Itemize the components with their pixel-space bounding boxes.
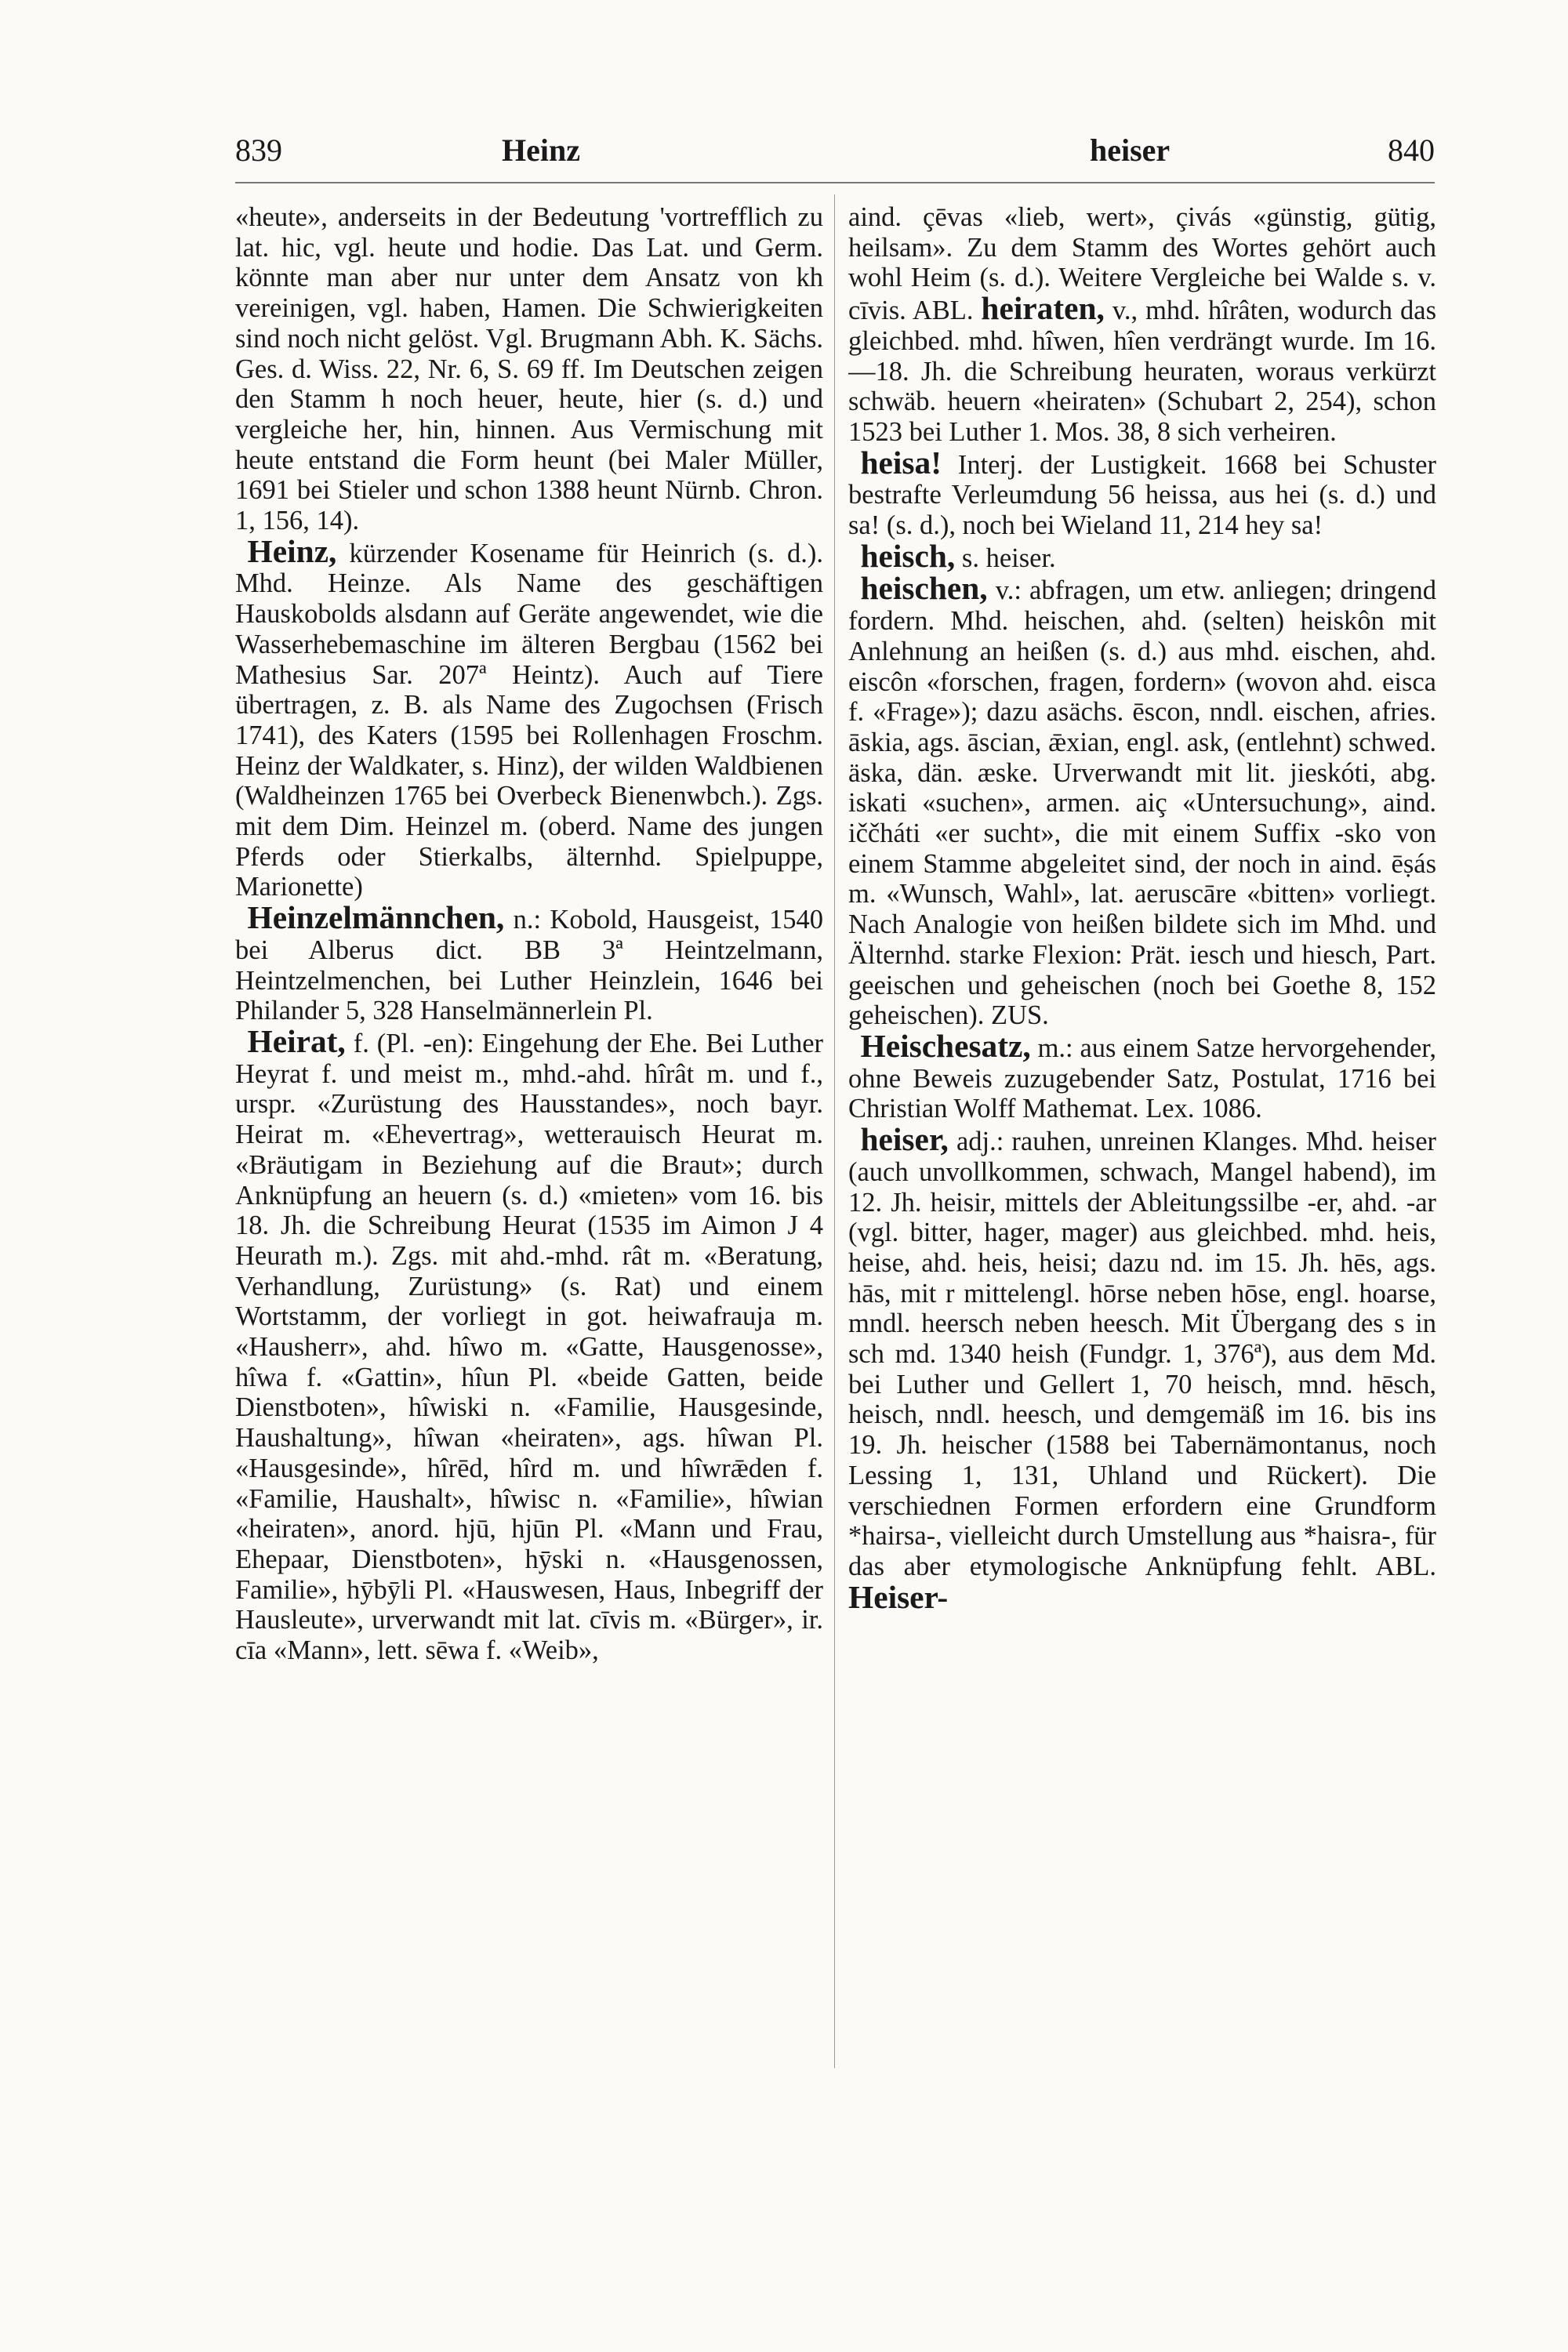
entry-text: Interj. der Lustigkeit. 1668 bei Schuster bestrafte Verleumdung 56 heissa, aus hei (s. d.) und sa! (s. d.), noch bei Wieland 11, 214 hey sa!: [848, 449, 1436, 541]
entry-text: s. heiser.: [955, 543, 1056, 573]
page-number-right: 840: [1388, 132, 1435, 168]
entry-heisa: [848, 444, 1436, 541]
running-header: [235, 132, 1435, 187]
entry-headword: Heischesatz,: [860, 1027, 1031, 1064]
paragraph-text: «heute», anderseits in der Bedeutung 'vortrefflich zu lat. hic, vgl. heute und hodie. Das Lat. und Germ. könnte man aber nur unter dem Ansatz von kh vereinigen, vgl. haben, Hamen. Die Schwierigkeiten sind noch nicht gelöst. Vgl. Brugmann Abh. K. Sächs. Ges. d. Wiss. 22, Nr. 6, S. 69 ff. Im Deutschen zeigen den Stamm h noch heuer, heute, hier (s. d.) und vergleiche her, hin, hinnen. Aus Vermischung mit heute entstand die Form heunt (bei Maler Müller, 1691 bei Stieler und schon 1388 heunt Nürnb. Chron. 1, 156, 14).: [235, 202, 823, 536]
right-column: [848, 202, 1436, 2123]
entry-text: v.: abfragen, um etw. anliegen; dringend fordern. Mhd. heischen, ahd. (selten) heiskôn mit Anlehnung an heißen (s. d.) aus mhd. eischen, ahd. eiscôn «forschen, fragen, fordern» (wovon ahd. eisca f. «Frage»); dazu asächs. ēscon, nndl. eischen, afries. āskia, ags. āscian, ǣxian, engl. ask, (entlehnt) schwed. äska, dän. æske. Urverwandt mit lit. jieskóti, abg. iskati «suchen», armen. aiç «Untersuchung», aind. iččháti «er sucht», die mit einem Suffix -sko von einem Stamme abgeleitet sind, der noch in aind. ēṣás m. «Wunsch, Wahl», lat. aeruscāre «bitten» vorliegt. Nach Analogie von heißen bildete sich im Mhd. und Älternhd. starke Flexion: Prät. iesch und hiesch, Part. geeischen und geheischen (noch bei Goethe 8, 152 geheischen). ZUS.: [848, 575, 1436, 1031]
entry-heischesatz: [848, 1027, 1436, 1124]
entry-text: adj.: rauhen, unreinen Klanges. Mhd. heiser (auch unvollkommen, schwach, Mangel habend), im 12. Jh. heisir, mittels der Ableitungssilbe -er, ahd. -ar (vgl. bitter, hager, mager) aus gleichbed. mhd. heis, heise, ahd. heis, heisi; dazu nd. im 15. Jh. hēs, ags. hās, mit r mittelengl. hōrse neben hōse, engl. hoarse, mndl. heersch neben heesch. Mit Übergang des s in sch md. 1340 heish (Fundgr. 1, 376ª), aus dem Md. bei Luther und Gellert 1, 70 heisch, mnd. hēsch, heisch, nndl. heesch, und demgemäß im 16. bis ins 19. Jh. heischer (1588 bei Tabernämontanus, noch Lessing 1, 131, Uhland und Rückert). Die verschiednen Formen erfordern eine Grundform *hairsa-, vielleicht durch Umstellung aus *haisra-, für das aber etymologische Anknüpfung fehlt. ABL.: [848, 1127, 1436, 1581]
entry-headword: heischen,: [860, 570, 988, 607]
entry-text: f. (Pl. -en): Eingehung der Ehe. Bei Luther Heyrat f. und meist m., mhd.-ahd. hîrât m. und f., urspr. «Zurüstung des Hausstandes», noch bayr. Heirat m. «Ehevertrag», wetterauisch Heurat m. «Bräutigam in Beziehung auf die Braut»; durch Anknüpfung an heuern (s. d.) «mieten» vom 16. bis 18. Jh. die Schreibung Heurat (1535 im Aimon J 4 Heurath m.). Zgs. mit ahd.-mhd. rât m. «Beratung, Verhandlung, Zurüstung» (s. Rat) und einem Wortstamm, der vorliegt in got. heiwafrauja m. «Hausherr», ahd. hîwo m. «Gatte, Hausgenosse», hîwa f. «Gattin», hîun Pl. «beide Gatten, beide Dienstboten», hîwiski n. «Familie, Hausgesinde, Haushaltung», hîwan «heiraten», ags. hîwan Pl. «Hausgesinde», hîrēd, hîrd m. und hîwrǣden f. «Familie, Haushalt», hîwisc n. «Familie», hîwian «heiraten», anord. hjū, hjūn Pl. «Mann und Frau, Ehepaar, Dienstboten», hȳski n. «Hausgenossen, Familie», hȳbȳli Pl. «Hauswesen, Haus, Inbegriff der Hausleute», urverwandt mit lat. cīvis m. «Bürger», ir. cīa «Mann», lett. sēwa f. «Weib»,: [235, 1028, 823, 1666]
entry-headword: Heinzelmännchen,: [247, 899, 505, 936]
entry-heischen: [848, 570, 1436, 1031]
page-number-left: 839: [235, 132, 282, 168]
entry-heirat: [235, 1022, 823, 1666]
column-divider: [834, 194, 835, 2068]
left-column: [235, 202, 823, 2123]
paragraph-text-tail: v., mhd. hîrâten, wodurch das gleichbed. mhd. hîwen, hîen verdrängt wurde. Im 16.—18. Jh. die Schreibung heuraten, woraus verkürzt schwäb. heuern «heiraten» (Schubart 2, 254), schon 1523 bei Luther 1. Mos. 38, 8 sich verheiren.: [848, 296, 1436, 447]
inline-headword-heiser-cont: Heiser-: [848, 1578, 949, 1615]
entry-headword: heiser,: [860, 1121, 949, 1158]
entry-headword: heisa!: [860, 444, 942, 481]
entry-heisch: [848, 537, 1436, 574]
entry-text: n.: Kobold, Hausgeist, 1540 bei Alberus dict. BB 3ª Heintzelmann, Heintzelmenchen, bei Luther Heinzlein, 1646 bei Philander 5, 328 Hanselmännerlein Pl.: [235, 905, 823, 1026]
entry-headword: Heirat,: [247, 1022, 346, 1059]
entry-heinz: [235, 532, 823, 902]
header-rule: [235, 182, 1435, 183]
entry-heinzelmaennchen: [235, 899, 823, 1026]
continuation-paragraph: [848, 202, 1436, 448]
entry-heiser: [848, 1121, 1436, 1615]
running-headword-left: Heinz: [502, 132, 580, 168]
continuation-paragraph: [235, 202, 823, 536]
running-headword-right: heiser: [1090, 132, 1171, 168]
entry-text: kürzender Kosename für Heinrich (s. d.). Mhd. Heinze. Als Name des geschäftigen Hauskobolds alsdann auf Geräte angewendet, wie die Wasserhebemaschine im älteren Bergbau (1562 bei Mathesius Sar. 207ª Heintz). Auch auf Tiere übertragen, z. B. als Name des Zugochsen (Frisch 1741), des Katers (1595 bei Rollenhagen Froschm. Heinz der Waldkater, s. Hinz), der wilden Waldbienen (Waldheinzen 1765 bei Overbeck Bienenwbch.). Zgs. mit dem Dim. Heinzel m. (oberd. Name des jungen Pferds oder Stierkalbs, älternhd. Spielpuppe, Marionette): [235, 538, 823, 902]
entry-headword: Heinz,: [247, 532, 337, 569]
paragraph-text: aind. çēvas «lieb, wert», çivás «günstig, gütig, heilsam». Zu dem Stamm des Wortes gehört auch wohl Heim (s. d.). Weitere Vergleiche bei Walde s. v. cīvis. ABL.: [848, 202, 1436, 326]
entry-headword: heisch,: [860, 537, 956, 574]
entry-text: m.: aus einem Satze hervorgehender, ohne Beweis zuzugebender Satz, Postulat, 1716 bei Christian Wolff Mathemat. Lex. 1086.: [848, 1033, 1436, 1124]
inline-headword-heiraten: heiraten,: [981, 290, 1105, 327]
